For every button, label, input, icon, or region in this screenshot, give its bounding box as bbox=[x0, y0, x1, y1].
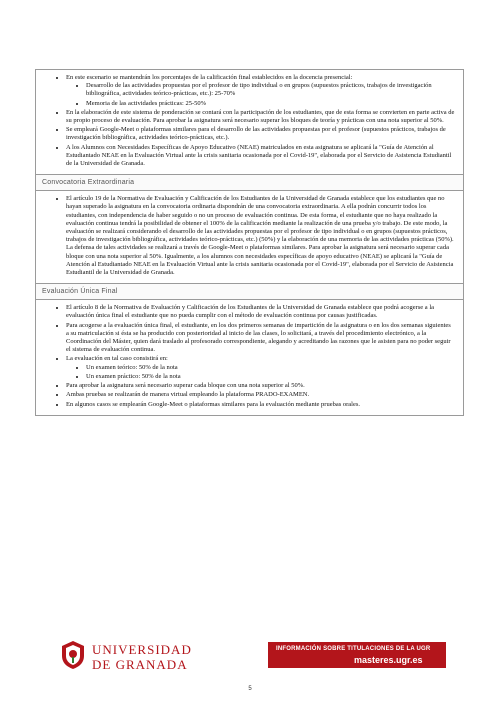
evaluation-table bbox=[35, 69, 464, 416]
list-item bbox=[66, 109, 455, 125]
sub-list-item: • Desarrollo de las actividades propuestas por el profesor de tipo individual o en grupos (supuestos prácticos, trabajos de investigación bibliográfica, actividades teórico-prácticas, etc.): 25-70% bbox=[86, 82, 455, 98]
list-item bbox=[66, 382, 455, 390]
list-item bbox=[66, 144, 455, 169]
extraordinary-header: Convocatoria Extraordinaria bbox=[36, 175, 463, 191]
badge-title: INFORMACIÓN SOBRE TITULACIONES DE LA UGR bbox=[276, 646, 431, 652]
list-item bbox=[66, 391, 455, 399]
university-name-line1: UNIVERSIDAD bbox=[92, 642, 192, 657]
list-item-text: A los Alumnos con Necesidades Específicas de Apoyo Educativo (NEAE) matriculados en esta asignatura se aplicará la "Guía de Atención al Estudiantado NEAE en la Evaluación Virtual ante la crisis sanitaria ocasionada por el Covid-19", elaborada por el Servicio de Asistencia Estudiantil de la Universidad de Granada. bbox=[66, 143, 452, 168]
page-footer bbox=[0, 630, 500, 708]
list-item bbox=[66, 355, 455, 381]
sub-list bbox=[66, 364, 455, 381]
list-item-text: El artículo 8 de la Normativa de Evaluación y Calificación de los Estudiantes de la Universidad de Granada establece que podrá acogerse a la evaluación única final el estudiante que no pueda cumplir con el método de evaluación continua por causas justificadas. bbox=[66, 304, 435, 320]
badge-url-link[interactable]: masteres.ugr.es bbox=[354, 655, 423, 665]
single-final-list bbox=[44, 304, 455, 408]
page-top-bar bbox=[0, 0, 500, 10]
ordinary-section-body bbox=[36, 70, 463, 175]
university-name-line2: DE GRANADA bbox=[92, 657, 188, 672]
list-item-text: La evaluación en tal caso consistirá en: bbox=[66, 355, 168, 363]
list-item-text: El artículo 19 de la Normativa de Evaluación y Calificación de los Estudiantes de la Universidad de Granada establece que los estudiantes que no hayan superado la asignatura en la convocatoria ordinaria dispondrán de una convocatoria extraordinaria. A ella podrán concurrir todos los estudiantes, con independencia de haber seguido o no un proceso de evaluación continua. De esta forma, el estudiante que no haya realizado la evaluación continua tendrá la posibilidad de obtener el 100% de la calificación mediante la realización de una prueba y/o trabajo. De este modo, la evaluación se realizará considerando el desarrollo de las actividades propuestas por el profesor de tipo individual o en grupos (supuestos prácticos, trabajos de investigación bibliográfica, actividades teórico-prácticas, etc.) (50%) y la elaboración de una memoria de las actividades prácticas (50%). La defensa de tales actividades se realizará a través de Google-Meet o plataformas similares. Para aprobar la asignatura será necesario superar cada bloque con una nota superior al 50%. Igualmente, a los alumnos con necesidades específicas de apoyo educativo (NEAE) se aplicará la "Guía de Atención al Estudiantado NEAE en la Evaluación Virtual ante la crisis sanitaria ocasionada por el Covid-19", elaborada por el Servicio de Asistencia Estudiantil de la Universidad de Granada. bbox=[66, 195, 454, 277]
list-item-text: Se empleará Google-Meet o plataformas similares para el desarrollo de las actividades propuestas por el profesor (supuestos prácticos, trabajos de investigación bibliográfica, actividades teórico-prácticas, etc.). bbox=[66, 126, 446, 142]
sub-list-item: • Un examen teórico: 50% de la nota bbox=[86, 364, 455, 372]
list-item-text: En este escenario se mantendrán los porcentajes de la calificación final establecidos en la docencia presencial: bbox=[66, 74, 353, 81]
ordinary-list bbox=[44, 74, 455, 168]
list-item-text: En algunos casos se emplearán Google-Meet o plataformas similares para la evaluación mediante pruebas orales. bbox=[66, 400, 361, 408]
sub-list-item: • Un examen práctico: 50% de la nota bbox=[86, 373, 455, 381]
list-item bbox=[66, 195, 455, 277]
list-item-text: Ambas pruebas se realizarán de manera virtual empleando la plataforma PRADO-EXAMEN. bbox=[66, 391, 310, 399]
single-final-section-body bbox=[36, 300, 463, 414]
sub-list-item: • Memoria de las actividades prácticas: 25-50% bbox=[86, 100, 455, 108]
list-item bbox=[66, 322, 455, 355]
extraordinary-section-body bbox=[36, 191, 463, 284]
list-item-text: Para aprobar la asignatura será necesario superar cada bloque con una nota superior al 50%. bbox=[66, 382, 305, 390]
single-final-header: Evaluación Única Final bbox=[36, 284, 463, 300]
list-item bbox=[66, 401, 455, 409]
list-item bbox=[66, 126, 455, 142]
university-crest-icon bbox=[60, 640, 86, 670]
page-number: 5 bbox=[248, 686, 252, 692]
extraordinary-list bbox=[44, 195, 455, 277]
list-item bbox=[66, 304, 455, 320]
list-item bbox=[66, 74, 455, 108]
list-item-text: Para acogerse a la evaluación única final, el estudiante, en los dos primeros semanas de impartición de la asignatura o en los dos semanas siguientes a su matriculación si ésta se ha producido con posterioridad al inicio de las clases, lo solicitará, a través del procedimiento electrónico, a la Coordinación del Máster, quien dará traslado al profesorado correspondiente, alegando y acreditando las razones que le asisten para no poder seguir el sistema de evaluación continua. bbox=[66, 321, 451, 354]
masters-info-badge[interactable] bbox=[268, 642, 446, 668]
sub-list bbox=[66, 82, 455, 108]
list-item-text: En la elaboración de este sistema de ponderación se contará con la participación de los estudiantes, que de esta forma se convierten en parte activa de su propio proceso de evaluación. Para aprobar la asignatura será necesario superar los bloques de teoría y prácticas con una nota superior al 50%. bbox=[66, 108, 455, 125]
